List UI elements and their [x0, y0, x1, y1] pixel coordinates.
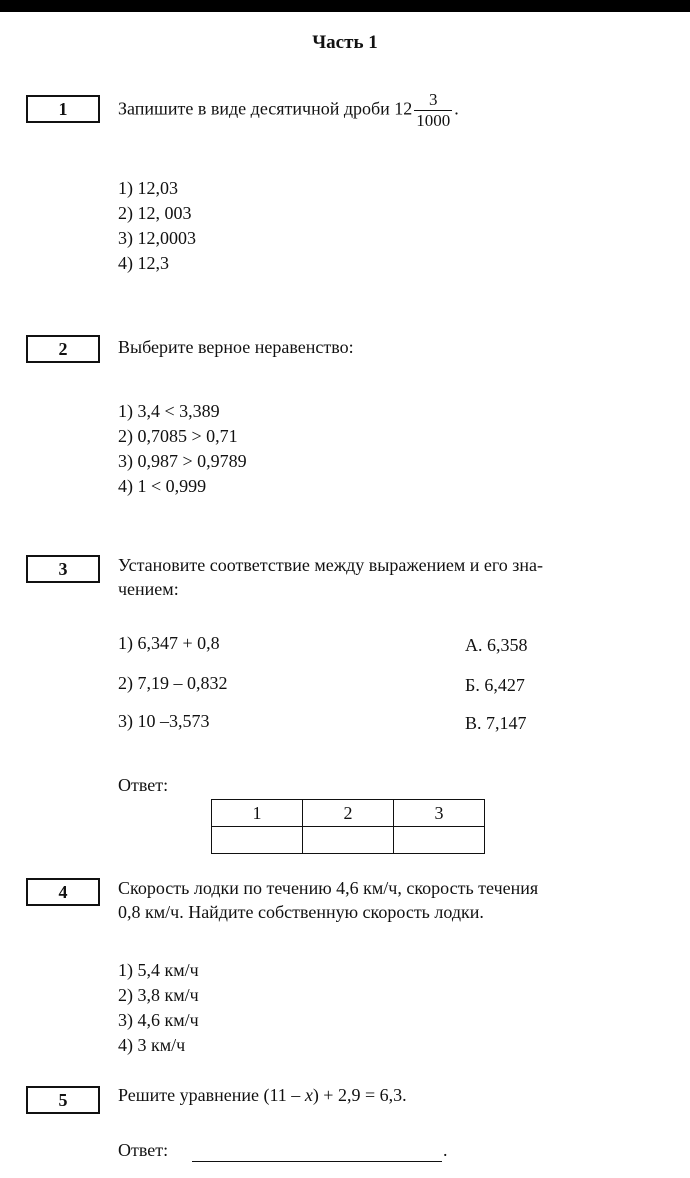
expression-item: 3) 10 –3,573	[118, 711, 210, 731]
option-item[interactable]: 4) 1 < 0,999	[118, 476, 207, 496]
question-4-text-line2: 0,8 км/ч. Найдите собственную скорость лодки.	[118, 902, 484, 922]
question-4-options	[118, 958, 199, 1058]
option-item[interactable]: 2) 0,7085 > 0,71	[118, 426, 238, 446]
option-item[interactable]: 1) 5,4 км/ч	[118, 960, 199, 980]
question-2-text: Выберите верное неравенство:	[118, 337, 354, 357]
expression-item: 2) 7,19 – 0,832	[118, 673, 228, 693]
part-title: Часть 1	[312, 32, 378, 53]
question-3-answer-label: Ответ:	[118, 775, 169, 795]
question-5-variable: x	[304, 1085, 313, 1105]
answer-input-cell[interactable]	[394, 827, 485, 854]
option-item[interactable]: 2) 12, 003	[118, 203, 192, 223]
fraction-numerator: 3	[414, 90, 452, 111]
question-4-number-box: 4	[26, 878, 100, 906]
worksheet-page	[0, 12, 690, 1178]
question-1-text-before: Запишите в виде десятичной дроби 12	[118, 98, 413, 119]
question-3-text-line2: чением:	[118, 579, 179, 599]
value-item: В. 7,147	[465, 713, 527, 733]
question-3-answer-table	[211, 799, 485, 854]
question-3-text	[118, 553, 543, 601]
option-item[interactable]: 2) 3,8 км/ч	[118, 985, 199, 1005]
top-black-bar	[0, 0, 690, 12]
question-5-answer-end: .	[443, 1140, 448, 1160]
option-item[interactable]: 3) 4,6 км/ч	[118, 1010, 199, 1030]
question-5-text-before: Решите уравнение (11 –	[118, 1085, 301, 1105]
option-item[interactable]: 1) 12,03	[118, 178, 178, 198]
question-2-number-box: 2	[26, 335, 100, 363]
question-1-text	[118, 90, 459, 131]
option-item[interactable]: 4) 12,3	[118, 253, 169, 273]
option-item[interactable]: 3) 0,987 > 0,9789	[118, 451, 247, 471]
answer-header-cell: 3	[394, 800, 485, 827]
question-2-options	[118, 399, 247, 499]
question-4-text	[118, 876, 538, 924]
value-item: А. 6,358	[465, 635, 528, 655]
option-item[interactable]: 4) 3 км/ч	[118, 1035, 186, 1055]
question-5-answer-label: Ответ:	[118, 1140, 169, 1160]
question-1-options	[118, 176, 196, 276]
answer-header-cell: 1	[212, 800, 303, 827]
question-4-text-line1: Скорость лодки по течению 4,6 км/ч, скорость течения	[118, 878, 539, 898]
question-1-number-box: 1	[26, 95, 100, 123]
question-5-number-box: 5	[26, 1086, 100, 1114]
question-3-text-line1: Установите соответствие между выражением и его зна-	[118, 555, 544, 575]
question-1-fraction	[414, 90, 452, 131]
question-3-number-box: 3	[26, 555, 100, 583]
fraction-denominator: 1000	[416, 111, 451, 130]
option-item[interactable]: 1) 3,4 < 3,389	[118, 401, 220, 421]
question-5-answer-line[interactable]	[192, 1161, 442, 1162]
answer-header-cell: 2	[303, 800, 394, 827]
question-1-text-after: .	[454, 98, 459, 119]
answer-input-cell[interactable]	[303, 827, 394, 854]
question-5-text-after: ) + 2,9 = 6,3.	[312, 1085, 407, 1105]
question-5-text	[118, 1083, 407, 1107]
option-item[interactable]: 3) 12,0003	[118, 228, 196, 248]
expression-item: 1) 6,347 + 0,8	[118, 633, 220, 653]
answer-input-cell[interactable]	[212, 827, 303, 854]
value-item: Б. 6,427	[465, 675, 525, 695]
